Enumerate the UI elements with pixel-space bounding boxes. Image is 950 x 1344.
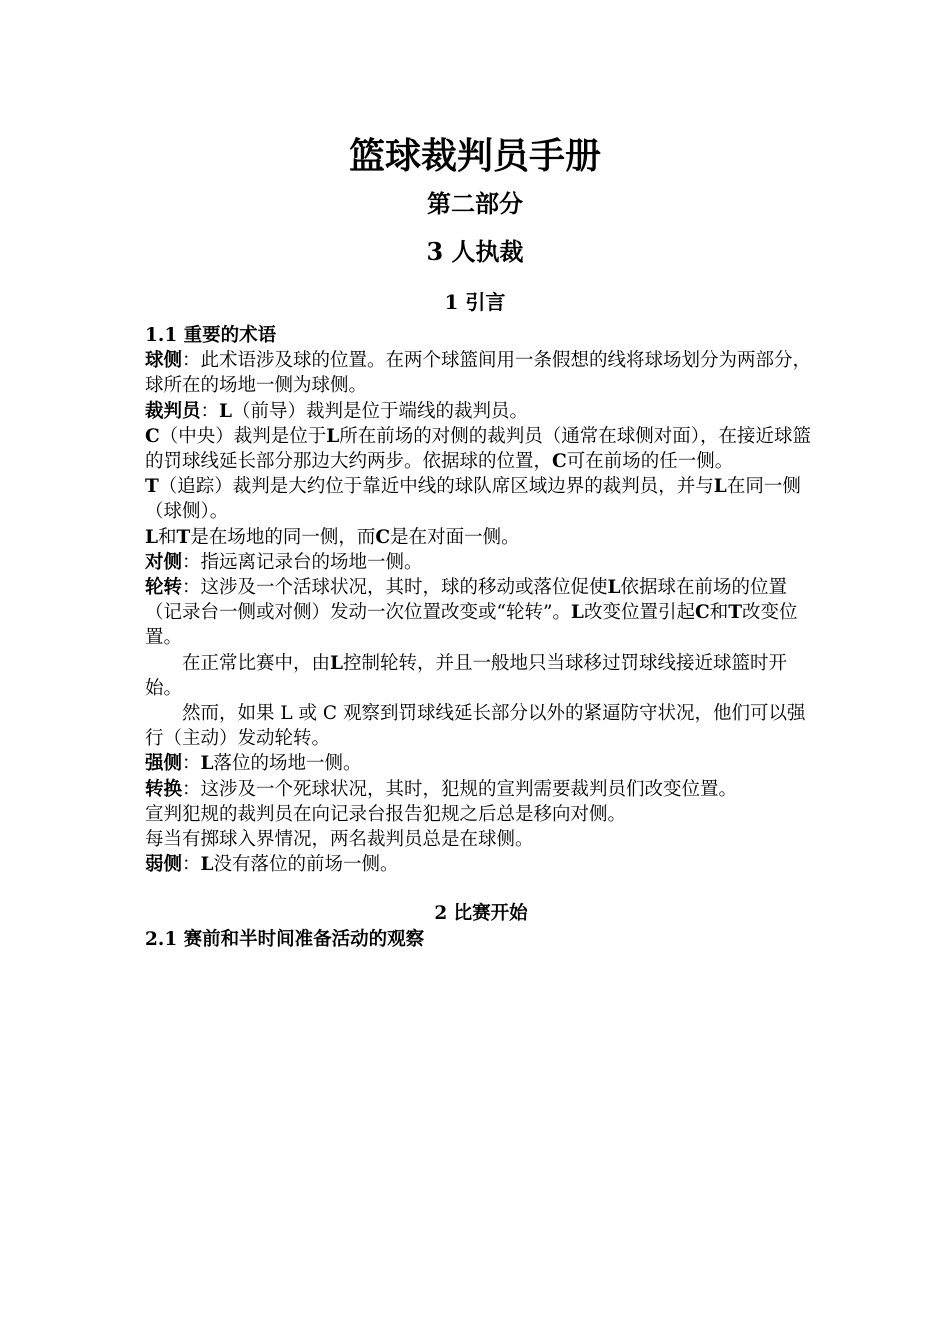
paragraph-referees	[145, 399, 817, 424]
letter-l: L	[219, 400, 233, 422]
letter-c: C	[552, 451, 567, 473]
text-normal-2: 控制轮转，并且一般地只当球移过罚球线接近球篮时开始。	[145, 652, 788, 699]
text-strong-side: 落位的场地一侧。	[213, 753, 362, 775]
text-rotation-1: ：这涉及一个活球状况，其时，球的移动或落位促使	[182, 577, 608, 599]
paragraph-normal-play	[145, 651, 817, 701]
paragraph-strong-side	[145, 751, 817, 776]
subtitle-heading: 3 人执裁	[426, 237, 524, 266]
text-c-2: 所在前场的对侧的裁判员（通常在球侧对面），在接近球篮的罚球线延长部分那边大约两步。依据球的位置，	[145, 425, 812, 473]
paragraph-l-and-t	[145, 525, 817, 550]
document-title: 篮球裁判员手册	[348, 135, 601, 177]
paragraph-opposite	[145, 550, 817, 575]
text-rotation-2: 依据球在前场的位置（记录台一侧或对侧）发动一次位置改变或“轮转”。	[145, 577, 788, 624]
letter-l: L	[326, 425, 340, 447]
term-strong-side: 强侧	[145, 753, 183, 775]
letter-t: T	[145, 476, 159, 498]
text-rotation-4: 改变位置。	[145, 602, 798, 649]
letter-l: L	[713, 476, 727, 498]
letter-t: T	[728, 602, 742, 624]
subsection-heading-1-1: 1.1 重要的术语	[145, 325, 277, 346]
text-rotation-3: 改变位置引起	[583, 602, 695, 624]
text-l: （前导）裁判是位于端线的裁判员。	[232, 400, 529, 422]
text-and: 和	[158, 526, 177, 548]
paragraph-switch-line-3: 每当有掷球入界情况，两名裁判员总是在球侧。	[145, 829, 534, 851]
term-switch: 转换	[145, 778, 183, 800]
text-c-1: （中央）裁判是位于	[159, 425, 327, 447]
paragraph-rotation	[145, 575, 817, 651]
letter-l: L	[607, 577, 621, 599]
term-ballside: 球侧	[145, 350, 183, 372]
text-and: 和	[709, 602, 729, 624]
letter-l: L	[145, 526, 159, 548]
text-c-3: 可在前场的任一侧。	[566, 451, 734, 473]
paragraph-t-referee	[145, 474, 817, 524]
paragraph-switch-line-2: 宣判犯规的裁判员在向记录台报告犯规之后总是移向对侧。	[145, 803, 627, 825]
paragraph-switch	[145, 777, 817, 802]
subsection-heading-2-1: 2.1 赛前和半时间准备活动的观察	[145, 928, 425, 950]
text-weak-side: 没有落位的前场一侧。	[213, 854, 399, 876]
paragraph-c-referee	[145, 424, 817, 474]
colon: ：	[200, 400, 220, 422]
term-opposite: 对侧	[145, 551, 183, 573]
text-switch: ：这涉及一个死球状况，其时，犯规的宣判需要裁判员们改变位置。	[182, 778, 738, 800]
paragraph-weak-side	[145, 852, 817, 877]
section-heading-1: 1 引言	[444, 290, 506, 314]
text-normal-1: 在正常比赛中，由	[182, 652, 331, 674]
letter-l: L	[200, 854, 214, 876]
term-weak-side: 弱侧	[145, 854, 183, 876]
letter-c: C	[375, 526, 391, 548]
part-heading: 第二部分	[427, 189, 523, 218]
colon: ：	[182, 854, 201, 876]
document-body	[145, 323, 817, 952]
text-opposite: ：指远离记录台的场地一侧。	[182, 551, 423, 573]
spacer	[145, 877, 817, 901]
paragraph-ballside	[145, 348, 817, 398]
section-heading-2: 2 比赛开始	[434, 903, 528, 925]
text-t-1: （追踪）裁判是大约位于靠近中线的球队席区域边界的裁判员，并与	[158, 476, 714, 498]
letter-c: C	[694, 602, 710, 624]
letter-l: L	[330, 652, 344, 674]
letter-t: T	[176, 526, 191, 548]
text-lt-2: 是在对面一侧。	[390, 526, 520, 548]
text-t-2: 在同一侧（球侧）。	[145, 476, 801, 523]
letter-l: L	[570, 602, 584, 624]
text-lt-1: 是在场地的同一侧，而	[190, 526, 376, 548]
colon: ：	[182, 753, 201, 775]
term-referees: 裁判员	[145, 400, 201, 422]
term-rotation: 轮转	[145, 577, 183, 599]
letter-l: L	[200, 753, 214, 775]
text-ballside: ：此术语涉及球的位置。在两个球篮间用一条假想的线将球场划分为两部分，球所在的场地一侧为球侧。	[145, 350, 812, 397]
paragraph-however: 然而，如果 L 或 C 观察到罚球线延长部分以外的紧逼防守状况，他们可以强行（主动）发动轮转。	[145, 703, 806, 750]
letter-c: C	[145, 425, 160, 447]
